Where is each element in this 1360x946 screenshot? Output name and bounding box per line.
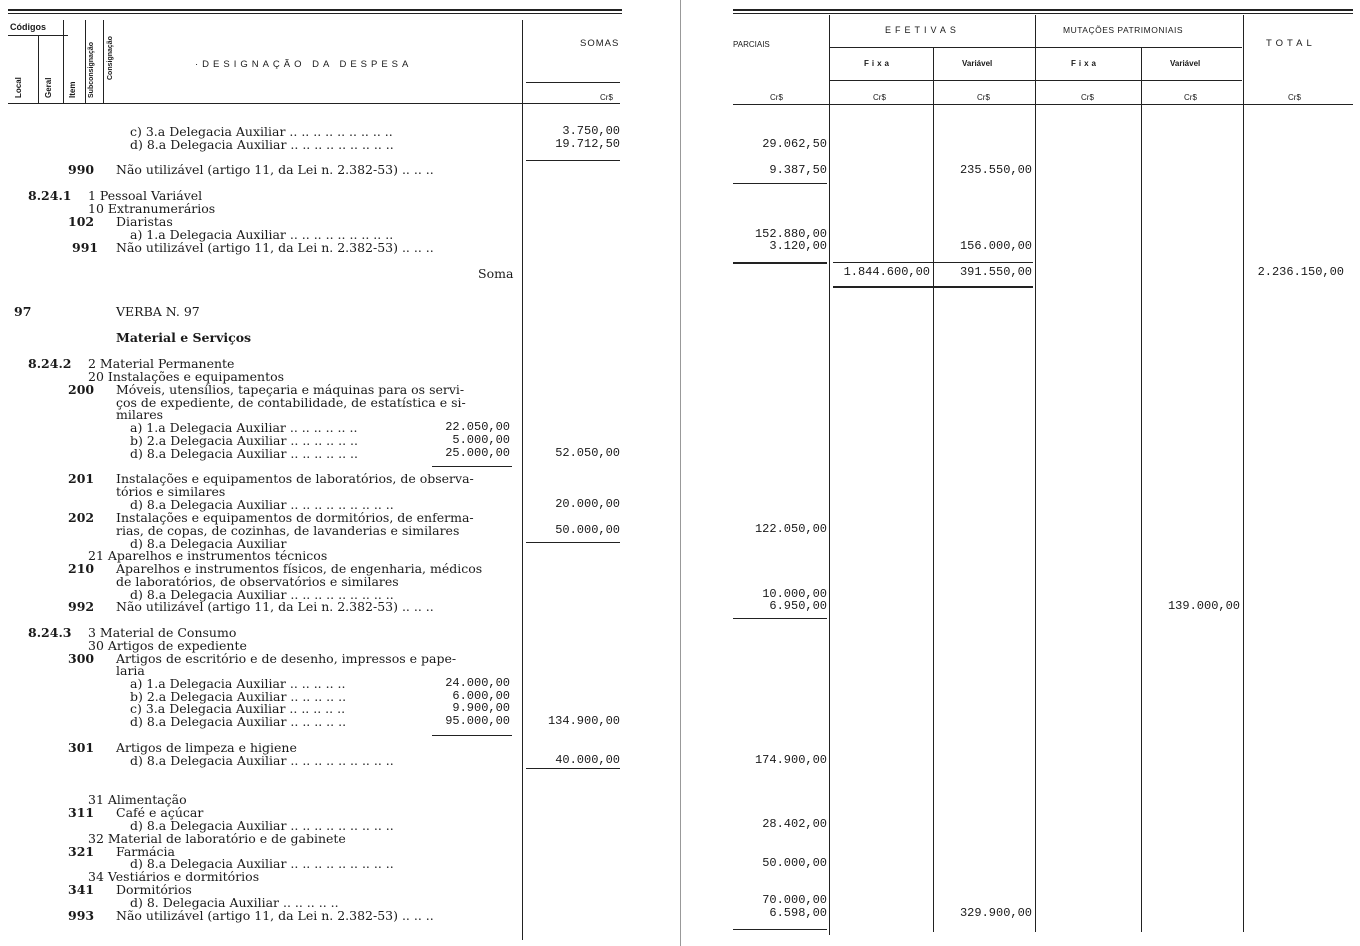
row-description: 34 Vestiários e dormitórios <box>88 869 260 884</box>
row-description: laria <box>116 663 145 678</box>
col-divider <box>933 47 934 932</box>
group-rule <box>830 47 1242 48</box>
efetivas-header: EFETIVAS <box>885 25 960 35</box>
total-value: 2.236.150,00 <box>1257 265 1344 279</box>
sum-rule <box>432 735 512 736</box>
col-divider <box>1141 47 1142 932</box>
row-description: Não utilizável (artigo 11, da Lei n. 2.382-53) .. .. .. <box>116 240 434 255</box>
row-description: tórios e similares <box>116 484 226 499</box>
row-code: 200 <box>68 382 95 397</box>
row-description: d) 8.a Delegacia Auxiliar <box>130 536 287 551</box>
soma-label: Soma <box>478 266 514 281</box>
row-description: 10 Extranumerários <box>88 201 216 216</box>
row-description: Artigos de limpeza e higiene <box>116 740 297 755</box>
col-divider <box>85 20 86 103</box>
row-somas: 19.712,50 <box>555 137 620 151</box>
row-description: milares <box>116 407 164 422</box>
row-description: d) 8.a Delegacia Auxiliar .. .. .. .. .. .. .. .. .. <box>130 137 394 152</box>
page-fold <box>680 0 681 946</box>
parciais-value: 10.000,00 <box>762 587 827 601</box>
row-code: 8.24.3 <box>28 625 72 640</box>
efetivas_variavel-value: 329.900,00 <box>959 906 1032 920</box>
row-description: Diaristas <box>116 214 173 229</box>
row-value: 22.050,00 <box>445 420 510 434</box>
row-description: Dormitórios <box>116 882 192 897</box>
parciais-value: 50.000,00 <box>762 856 827 870</box>
col-geral-label: Geral <box>44 77 53 98</box>
row-description: d) 8.a Delegacia Auxiliar .. .. .. .. .. <box>130 714 347 729</box>
parciais-header: PARCIAIS <box>733 40 770 49</box>
row-value: 95.000,00 <box>445 714 510 728</box>
row-description: Aparelhos e instrumentos físicos, de engenharia, médicos <box>116 561 483 576</box>
codigos-label: Códigos <box>10 22 46 32</box>
row-description: 20 Instalações e equipamentos <box>88 369 285 384</box>
row-description: Material e Serviços <box>116 330 252 345</box>
currency-label: Cr$ <box>873 93 886 102</box>
row-code: 993 <box>68 908 95 923</box>
row-description: rias, de copas, de cozinhas, de lavanderias e similares <box>116 523 460 538</box>
row-description: de laboratórios, de observatórios e similares <box>116 574 399 589</box>
row-description: Não utilizável (artigo 11, da Lei n. 2.382-53) .. .. .. <box>116 908 434 923</box>
row-description: c) 3.a Delegacia Auxiliar .. .. .. .. .. .. .. .. .. <box>130 124 393 139</box>
somas-rule <box>526 82 620 83</box>
row-description: d) 8. Delegacia Auxiliar .. .. .. .. .. <box>130 895 339 910</box>
row-value: 5.000,00 <box>452 433 510 447</box>
parciais-value: 6.598,00 <box>769 906 827 920</box>
parciais-value: 9.387,50 <box>769 163 827 177</box>
row-code: 992 <box>68 599 95 614</box>
parciais-value: 152.880,00 <box>754 227 827 241</box>
row-somas: 3.750,00 <box>562 124 620 138</box>
col-divider <box>1035 15 1036 932</box>
row-description: 30 Artigos de expediente <box>88 638 247 653</box>
currency-label: Cr$ <box>770 93 783 102</box>
col-divider <box>63 20 64 103</box>
sum-rule <box>432 466 512 467</box>
subtotal-rule <box>833 286 1033 288</box>
row-description: Café e açúcar <box>116 805 204 820</box>
efetivas_fixa-value: 1.844.600,00 <box>843 265 930 279</box>
row-code: 991 <box>72 240 99 255</box>
row-description: b) 2.a Delegacia Auxiliar .. .. .. .. .. .. <box>130 433 358 448</box>
row-description: VERBA N. 97 <box>116 304 200 319</box>
row-value: 25.000,00 <box>445 446 510 460</box>
row-somas: 20.000,00 <box>555 497 620 511</box>
parciais-value: 29.062,50 <box>762 137 827 151</box>
row-value: 24.000,00 <box>445 676 510 690</box>
row-description: d) 8.a Delegacia Auxiliar .. .. .. .. .. .. .. .. .. <box>130 753 394 768</box>
row-value: 6.000,00 <box>452 689 510 703</box>
row-description: ços de expediente, de contabilidade, de estatística e si- <box>116 395 466 410</box>
subheader-rule <box>830 80 1242 81</box>
row-description: d) 8.a Delegacia Auxiliar .. .. .. .. .. .. .. .. .. <box>130 587 394 602</box>
mutacoes_variavel-value: 139.000,00 <box>1167 599 1240 613</box>
efetivas-variavel-header: Variável <box>962 59 993 68</box>
mutacoes-fixa-header: Fixa <box>1071 59 1100 68</box>
mutacoes-header: MUTAÇÕES PATRIMONIAIS <box>1063 25 1184 35</box>
row-code: 300 <box>68 651 95 666</box>
col-subconsignacao-label: Subconsignação <box>88 41 95 98</box>
row-description: a) 1.a Delegacia Auxiliar .. .. .. .. .. .. <box>130 420 358 435</box>
efetivas_variavel-value: 235.550,00 <box>959 163 1032 177</box>
col-item-label: Item <box>68 81 77 98</box>
row-description: Instalações e equipamentos de dormitórios, de enferma- <box>116 510 474 525</box>
currency-label: Cr$ <box>1288 93 1301 102</box>
parciais-value: 70.000,00 <box>762 893 827 907</box>
top-rule-thin <box>733 13 1353 14</box>
subtotal-rule <box>733 262 827 264</box>
row-code: 202 <box>68 510 95 525</box>
col-divider <box>38 35 39 103</box>
row-description: 31 Alimentação <box>88 792 187 807</box>
row-description: Não utilizável (artigo 11, da Lei n. 2.382-53) .. .. .. <box>116 162 434 177</box>
row-somas: 40.000,00 <box>555 753 620 767</box>
row-code: 97 <box>14 304 32 319</box>
col-divider <box>103 20 104 103</box>
efetivas-fixa-header: Fixa <box>864 59 893 68</box>
row-description: 1 Pessoal Variável <box>88 188 203 203</box>
somas-header: SOMAS <box>580 38 620 49</box>
header-bottom-rule <box>733 104 1353 105</box>
currency-label: Cr$ <box>1081 93 1094 102</box>
currency-label: Cr$ <box>1184 93 1197 102</box>
subtotal-rule <box>733 618 827 619</box>
row-code: 201 <box>68 471 95 486</box>
col-divider <box>522 20 523 940</box>
row-code: 321 <box>68 844 95 859</box>
row-description: a) 1.a Delegacia Auxiliar .. .. .. .. .. <box>130 676 346 691</box>
row-description: Farmácia <box>116 844 176 859</box>
header-bottom-rule <box>8 103 620 104</box>
row-value: 9.900,00 <box>452 701 510 715</box>
col-local-label: Local <box>14 77 23 98</box>
row-code: 210 <box>68 561 95 576</box>
top-rule <box>733 9 1353 11</box>
row-code: 8.24.1 <box>28 188 72 203</box>
row-code: 102 <box>68 214 95 229</box>
row-description: Não utilizável (artigo 11, da Lei n. 2.382-53) .. .. .. <box>116 599 434 614</box>
parciais-value: 122.050,00 <box>754 522 827 536</box>
row-description: Móveis, utensílios, tapeçaria e máquinas para os servi- <box>116 382 465 397</box>
subtotal-rule <box>733 183 827 184</box>
row-somas: 134.900,00 <box>547 714 620 728</box>
currency-label: Cr$ <box>977 93 990 102</box>
designacao-header: ·DESIGNAÇÃO DA DESPESA <box>195 59 413 70</box>
row-description: d) 8.a Delegacia Auxiliar .. .. .. .. .. .. <box>130 446 358 461</box>
row-description: d) 8.a Delegacia Auxiliar .. .. .. .. .. .. .. .. .. <box>130 856 394 871</box>
row-description: d) 8.a Delegacia Auxiliar .. .. .. .. .. .. .. .. .. <box>130 818 394 833</box>
somas-currency: Cr$ <box>600 93 613 102</box>
row-code: 990 <box>68 162 95 177</box>
row-description: 32 Material de laboratório e de gabinete <box>88 831 346 846</box>
row-description: c) 3.a Delegacia Auxiliar .. .. .. .. .. <box>130 701 346 716</box>
mutacoes-variavel-header: Variável <box>1170 59 1201 68</box>
row-description: 2 Material Permanente <box>88 356 235 371</box>
subtotal-rule <box>733 929 827 930</box>
row-description: Artigos de escritório e de desenho, impressos e pape- <box>116 651 457 666</box>
parciais-value: 28.402,00 <box>762 817 827 831</box>
sum-rule <box>526 160 620 161</box>
sum-rule <box>526 542 620 543</box>
row-description: 3 Material de Consumo <box>88 625 237 640</box>
col-consignacao-label: Consignação <box>107 36 114 80</box>
row-description: a) 1.a Delegacia Auxiliar .. .. .. .. .. .. .. .. .. <box>130 227 394 242</box>
top-rule-thin <box>8 13 622 14</box>
row-code: 8.24.2 <box>28 356 72 371</box>
row-somas: 50.000,00 <box>555 523 620 537</box>
row-description: b) 2.a Delegacia Auxiliar .. .. .. .. .. <box>130 689 347 704</box>
col-divider <box>829 15 830 935</box>
top-rule <box>8 9 622 11</box>
efetivas_variavel-value: 391.550,00 <box>959 265 1032 279</box>
row-description: d) 8.a Delegacia Auxiliar .. .. .. .. .. .. .. .. .. <box>130 497 394 512</box>
sum-rule <box>526 768 620 769</box>
row-code: 301 <box>68 740 95 755</box>
efetivas_variavel-value: 156.000,00 <box>959 239 1032 253</box>
row-code: 311 <box>68 805 95 820</box>
parciais-value: 6.950,00 <box>769 599 827 613</box>
row-somas: 52.050,00 <box>555 446 620 460</box>
col-divider <box>1243 15 1244 932</box>
parciais-value: 174.900,00 <box>754 753 827 767</box>
row-description: 21 Aparelhos e instrumentos técnicos <box>88 548 328 563</box>
row-description: Instalações e equipamentos de laboratórios, de observa- <box>116 471 474 486</box>
parciais-value: 3.120,00 <box>769 239 827 253</box>
row-code: 341 <box>68 882 95 897</box>
subtotal-rule <box>833 262 1033 263</box>
total-header: TOTAL <box>1266 38 1316 49</box>
